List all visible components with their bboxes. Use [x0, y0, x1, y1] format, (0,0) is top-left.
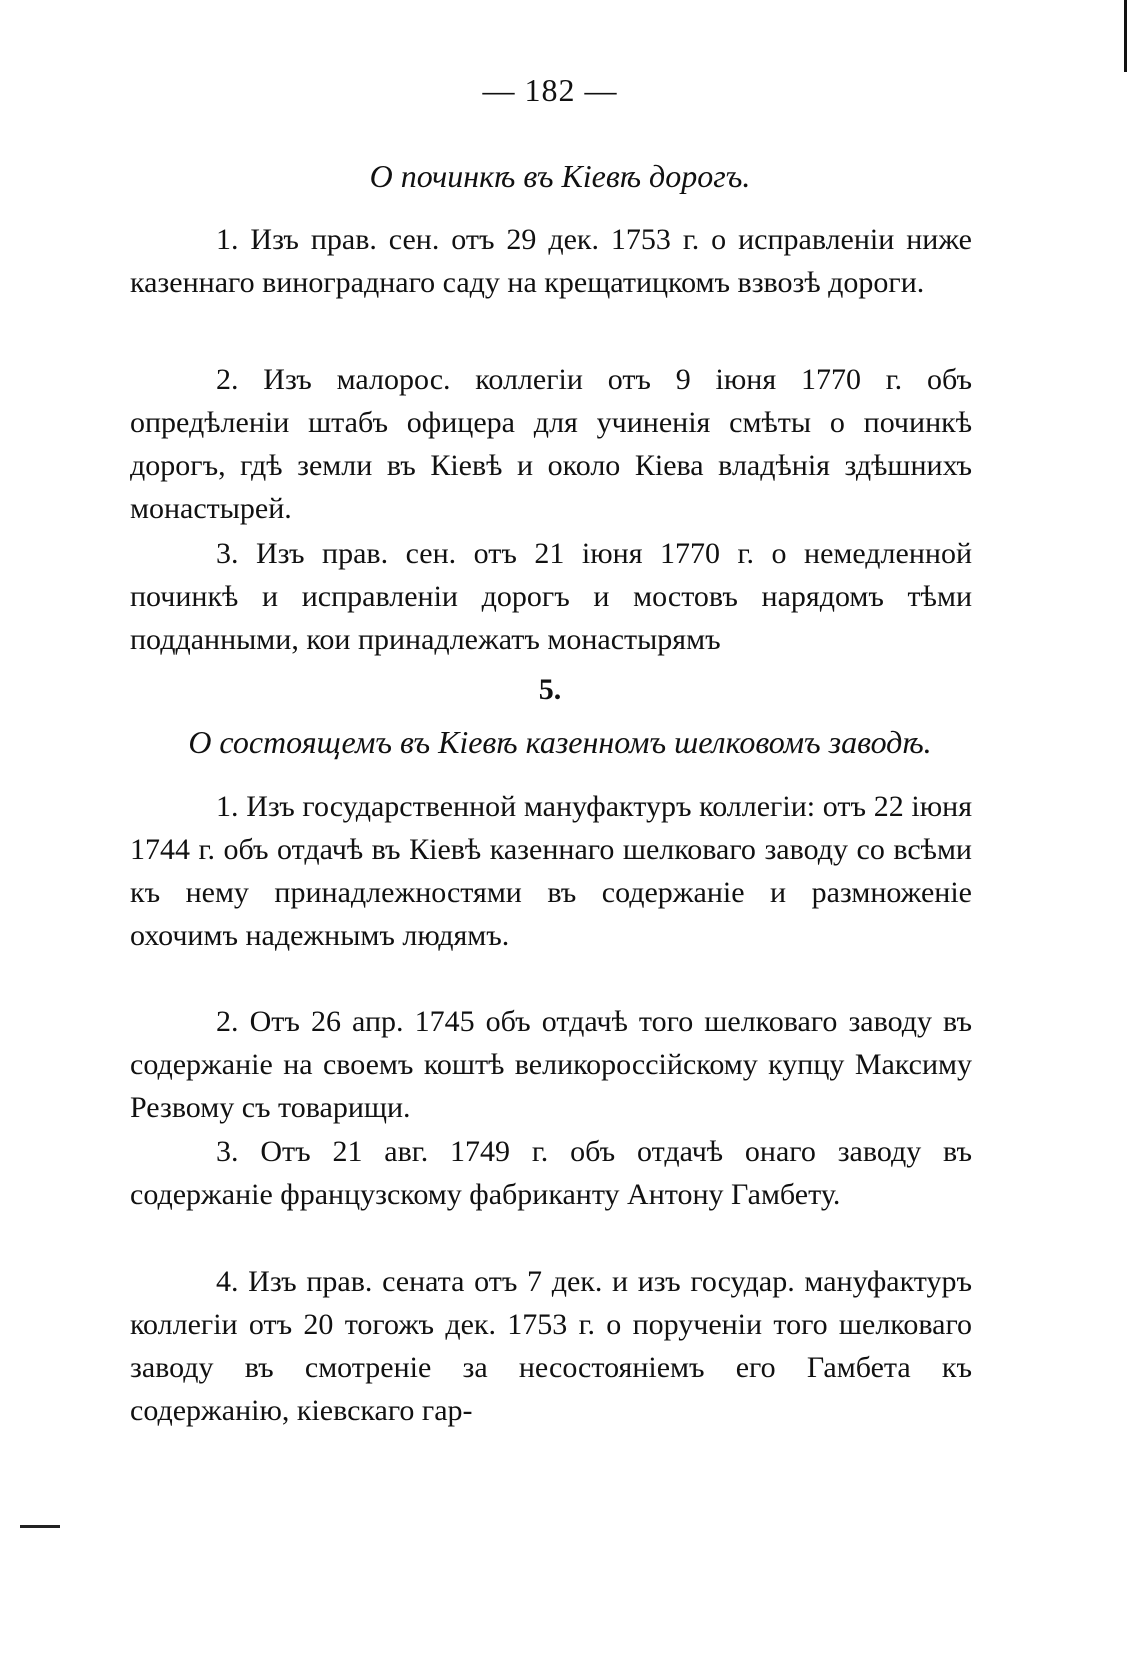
section-number: 5. [538, 673, 562, 706]
paragraph-roads-1: 1. Изъ прав. сен. отъ 29 дек. 1753 г. о исправленіи ниже казеннаго винограднаго саду на крещатицкомъ взвозѣ дороги. [130, 223, 972, 299]
section-heading-roads: О починкѣ въ Кіевѣ дорогъ. [369, 158, 751, 194]
paragraph-silk-1: 1. Изъ государственной мануфактуръ коллегіи: отъ 22 іюня 1744 г. объ отдачѣ въ Кіевѣ казеннаго шелковаго заводу со всѣми къ нему принадлежностями въ содержаніе и размноженіе охочимъ надежнымъ людямъ. [130, 790, 972, 952]
paragraph-silk-2: 2. Отъ 26 апр. 1745 объ отдачѣ того шелковаго заводу въ содержаніе на своемъ коштѣ великороссійскому купцу Максиму Резвому съ товарищи. [130, 1005, 972, 1124]
paragraph-silk-4: 4. Изъ прав. сената отъ 7 дек. и изъ государ. мануфактуръ коллегіи отъ 20 тогожъ дек. 1753 г. о порученіи того шелковаго заводу въ смотреніе за несостояніемъ его Гамбета къ содержанію, кіевскаго гар- [130, 1265, 972, 1427]
margin-mark [20, 1525, 60, 1528]
page-number: — 182 — [482, 72, 618, 108]
paragraph-roads-3: 3. Изъ прав. сен. отъ 21 іюня 1770 г. о немедленной починкѣ и исправленіи дорогъ и мостовъ нарядомъ тѣми подданными, кои принадлежатъ монастырямъ [130, 537, 972, 656]
paragraph-roads-2: 2. Изъ малорос. коллегіи отъ 9 іюня 1770 г. объ опредѣленіи штабъ офицера для учиненія смѣты о починкѣ дорогъ, гдѣ земли въ Кіевѣ и около Кіева владѣнія здѣшнихъ монастырей. [130, 363, 972, 525]
page-edge-rule [1124, 0, 1127, 72]
section-heading-silk-factory: О состоящемъ въ Кіевѣ казенномъ шелковомъ заводѣ. [188, 724, 932, 760]
paragraph-silk-3: 3. Отъ 21 авг. 1749 г. объ отдачѣ онаго заводу въ содержаніе французскому фабриканту Антону Гамбету. [130, 1135, 972, 1211]
